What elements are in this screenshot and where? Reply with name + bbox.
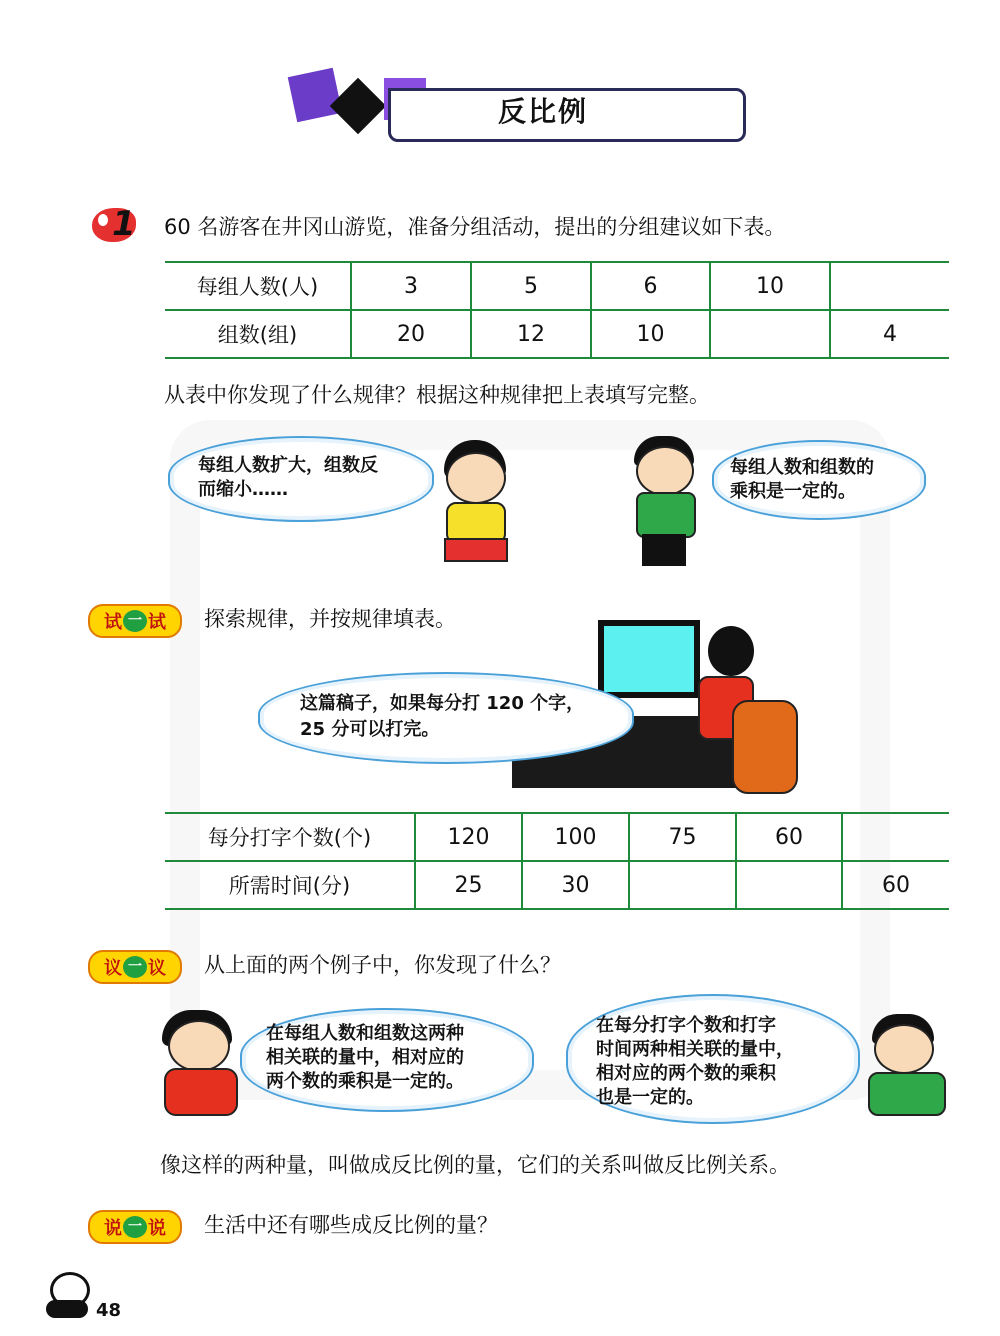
panda-icon bbox=[42, 1270, 92, 1320]
badge-char: 一 bbox=[123, 610, 147, 632]
boy-shirt bbox=[868, 1072, 946, 1116]
page-number: 48 bbox=[96, 1300, 122, 1321]
bubble-girl2-line-3: 两个数的乘积是一定的。 bbox=[266, 1071, 464, 1092]
black-diamond bbox=[330, 78, 387, 135]
example1-prompt: 60 名游客在井冈山游览，准备分组活动，提出的分组建议如下表。 bbox=[164, 215, 786, 239]
badge-char: 说 bbox=[148, 1218, 166, 1239]
table-cell: 12 bbox=[471, 310, 591, 358]
girl-skirt bbox=[444, 538, 508, 562]
table-cell-blank[interactable] bbox=[710, 310, 830, 358]
purple-square-left bbox=[288, 68, 343, 123]
boy-face bbox=[636, 446, 694, 496]
discuss-text: 从上面的两个例子中，你发现了什么？ bbox=[204, 953, 561, 977]
row-header: 组数(组) bbox=[165, 310, 351, 358]
table-cell: 120 bbox=[415, 813, 522, 861]
bubble-girl-line-2: 而缩小…… bbox=[198, 479, 288, 500]
group-table bbox=[165, 261, 949, 359]
girl-figure-2 bbox=[152, 1010, 248, 1114]
table-cell: 5 bbox=[471, 262, 591, 310]
row-header: 每分打字个数(个) bbox=[165, 813, 415, 861]
girl-face bbox=[168, 1020, 230, 1072]
example-number-badge bbox=[92, 204, 136, 244]
bubble-typing-line-2: 25 分可以打完。 bbox=[300, 719, 440, 740]
bubble-boy2-line-1: 在每分打字个数和打字 bbox=[596, 1015, 776, 1036]
boy-figure-2 bbox=[858, 1014, 954, 1114]
row-header: 每组人数(人) bbox=[165, 262, 351, 310]
badge-char: 试 bbox=[148, 612, 166, 633]
panda-body bbox=[46, 1300, 88, 1318]
bubble-boy2-line-2: 时间两种相关联的量中， bbox=[596, 1039, 794, 1060]
table-cell-blank[interactable] bbox=[736, 861, 842, 909]
table-row bbox=[165, 813, 949, 861]
bubble-girl2-line-2: 相关联的量中，相对应的 bbox=[266, 1047, 464, 1068]
page-title: 反比例 bbox=[497, 95, 588, 128]
table-cell-blank[interactable] bbox=[629, 861, 736, 909]
badge-char: 一 bbox=[123, 956, 147, 978]
bubble-boy2-line-4: 也是一定的。 bbox=[596, 1087, 704, 1108]
table-cell-blank[interactable] bbox=[842, 813, 949, 861]
typing-boy-head bbox=[708, 626, 754, 676]
boy-pants bbox=[642, 534, 686, 566]
table-cell: 25 bbox=[415, 861, 522, 909]
boy-shirt bbox=[636, 492, 696, 538]
boy-face bbox=[874, 1024, 934, 1074]
table-cell: 4 bbox=[830, 310, 949, 358]
table-row bbox=[165, 310, 949, 358]
badge-char: 一 bbox=[123, 1216, 147, 1238]
apple-highlight-icon bbox=[98, 214, 108, 226]
table-cell-blank[interactable] bbox=[830, 262, 949, 310]
table-cell: 6 bbox=[591, 262, 710, 310]
girl-shirt bbox=[164, 1068, 238, 1116]
try-it-badge bbox=[88, 604, 182, 638]
row-header: 所需时间(分) bbox=[165, 861, 415, 909]
bubble-typing-line-1: 这篇稿子，如果每分打 120 个字， bbox=[300, 693, 585, 714]
definition-text: 像这样的两种量，叫做成反比例的量，它们的关系叫做反比例关系。 bbox=[160, 1153, 790, 1177]
table-cell: 10 bbox=[591, 310, 710, 358]
table-cell: 60 bbox=[736, 813, 842, 861]
boy-figure bbox=[620, 436, 710, 572]
table-cell: 30 bbox=[522, 861, 629, 909]
discuss-badge bbox=[88, 950, 182, 984]
chair bbox=[732, 700, 798, 794]
example1-question: 从表中你发现了什么规律？根据这种规律把上表填写完整。 bbox=[164, 383, 710, 407]
bubble-boy-line-1: 每组人数和组数的 bbox=[730, 457, 874, 478]
bubble-boy2-line-3: 相对应的两个数的乘积 bbox=[596, 1063, 776, 1084]
table-cell: 100 bbox=[522, 813, 629, 861]
say-it-badge bbox=[88, 1210, 182, 1244]
table-row bbox=[165, 262, 949, 310]
bubble-girl-line-1: 每组人数扩大，组数反 bbox=[198, 455, 378, 476]
say-it-text: 生活中还有哪些成反比例的量？ bbox=[204, 1213, 498, 1237]
table-cell: 10 bbox=[710, 262, 830, 310]
table-row bbox=[165, 861, 949, 909]
badge-char: 试 bbox=[104, 612, 122, 633]
example-number: 1 bbox=[112, 204, 136, 244]
table-cell: 3 bbox=[351, 262, 471, 310]
bubble-girl2-line-1: 在每组人数和组数这两种 bbox=[266, 1023, 464, 1044]
table-cell: 60 bbox=[842, 861, 949, 909]
monitor-icon bbox=[598, 620, 700, 698]
badge-char: 议 bbox=[148, 958, 166, 979]
badge-char: 议 bbox=[104, 958, 122, 979]
table-cell: 75 bbox=[629, 813, 736, 861]
typing-table bbox=[165, 812, 949, 910]
bubble-boy-line-2: 乘积是一定的。 bbox=[730, 481, 856, 502]
badge-char: 说 bbox=[104, 1218, 122, 1239]
table-cell: 20 bbox=[351, 310, 471, 358]
girl-face bbox=[446, 452, 506, 504]
girl-figure bbox=[430, 440, 520, 570]
try-it-text: 探索规律，并按规律填表。 bbox=[204, 607, 456, 631]
